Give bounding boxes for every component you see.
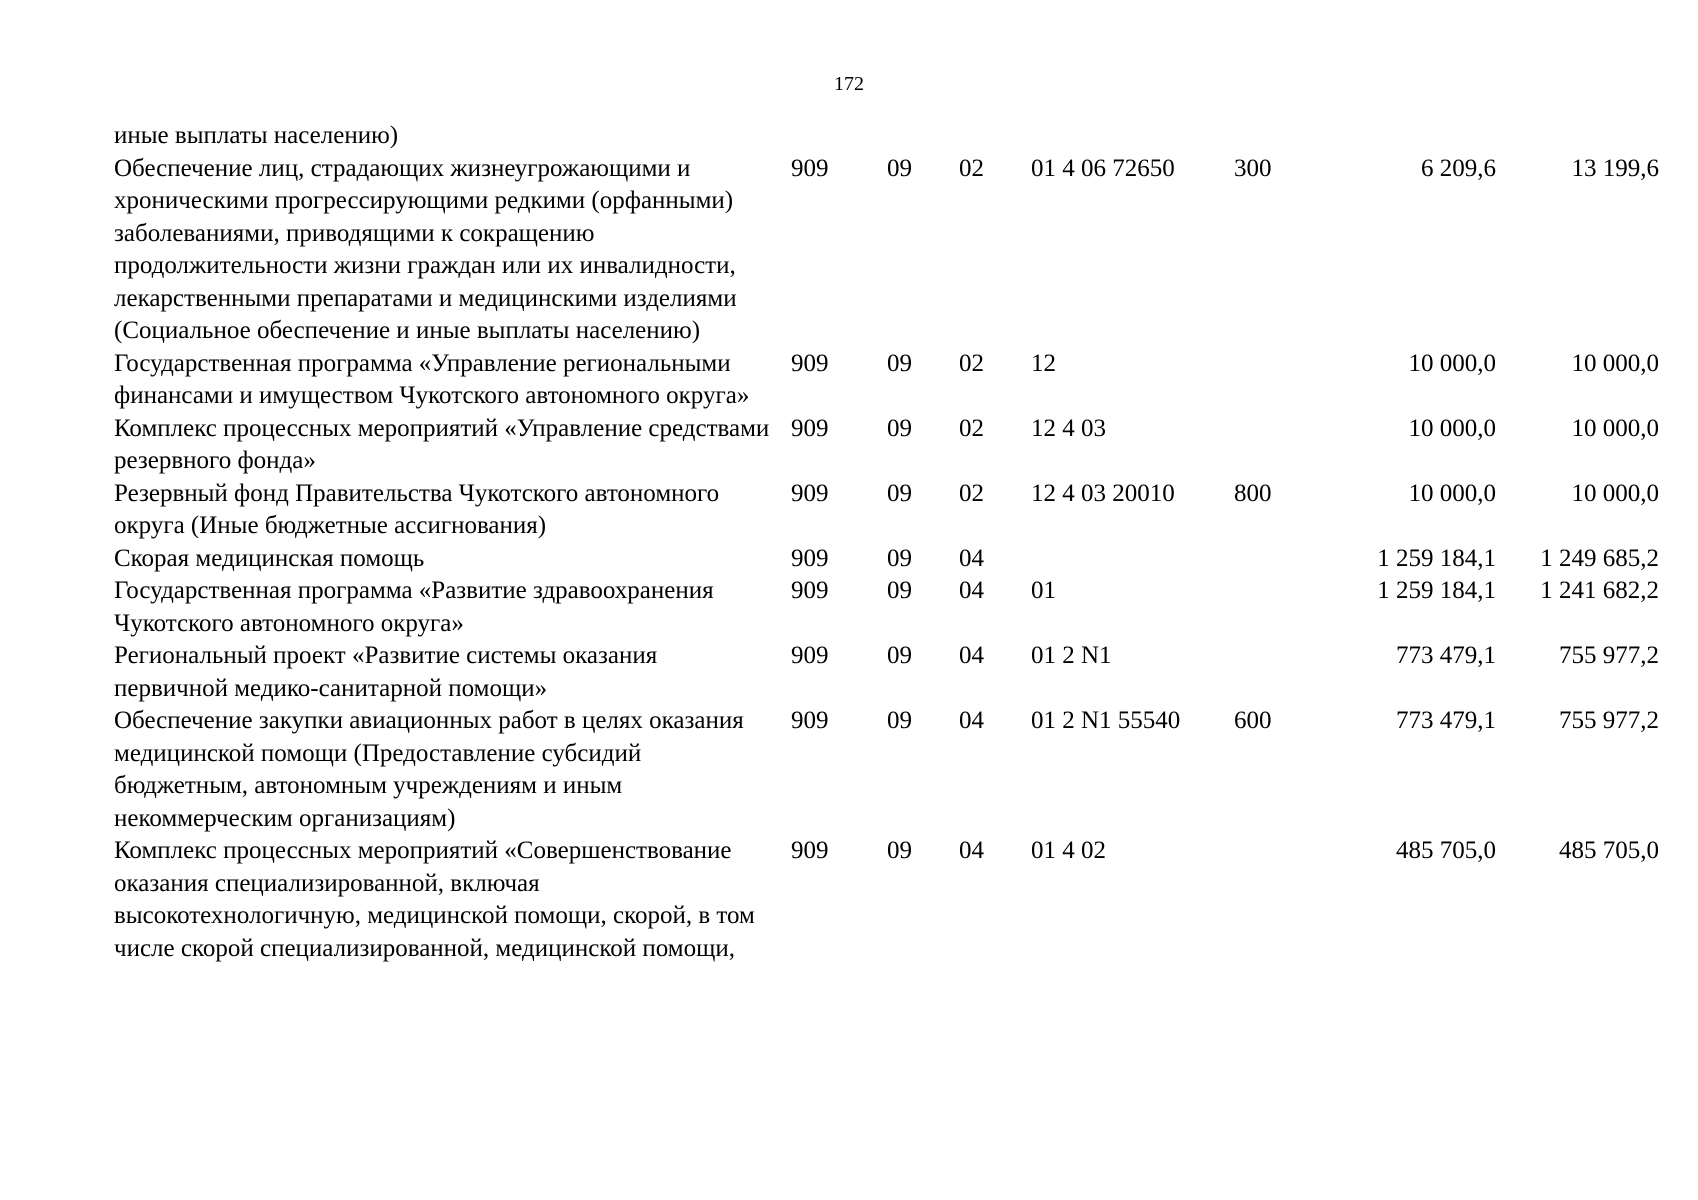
table-row	[114, 705, 1659, 835]
table-row	[114, 543, 1659, 576]
row-amount-year1: 10 000,0	[1408, 414, 1496, 442]
row-expense-type	[1234, 575, 1334, 640]
row-target-article	[1031, 543, 1234, 576]
row-subsection-code: 04	[959, 577, 984, 604]
row-amount-year2: 10 000,0	[1571, 349, 1659, 377]
row-grbs-code: 909	[791, 414, 829, 442]
row-amount-year2	[1496, 120, 1659, 153]
row-target-article: 01 4 02	[1031, 837, 1106, 864]
row-section-code: 09	[887, 544, 912, 572]
table-row	[114, 478, 1659, 543]
row-section-code: 09	[887, 479, 912, 507]
row-target-article	[1031, 120, 1234, 153]
table-row	[114, 640, 1659, 705]
row-amount-year1: 10 000,0	[1408, 479, 1496, 507]
row-amount-year2: 1 249 685,2	[1540, 544, 1659, 572]
row-expense-type	[1234, 413, 1334, 478]
row-target-article: 01	[1031, 577, 1056, 604]
row-section-code: 09	[887, 837, 912, 864]
row-amount-year2: 10 000,0	[1571, 414, 1659, 442]
table-row	[114, 348, 1659, 413]
row-amount-year2: 13 199,6	[1571, 154, 1659, 182]
row-grbs-code: 909	[791, 544, 829, 572]
row-name: Региональный проект «Развитие системы оказания первичной медико-санитарной помощи»	[114, 642, 658, 702]
row-grbs-code: 909	[791, 479, 829, 507]
row-grbs-code: 909	[791, 154, 829, 182]
row-name: иные выплаты населению)	[114, 122, 399, 149]
row-grbs-code	[791, 120, 887, 153]
row-grbs-code: 909	[791, 642, 829, 669]
row-amount-year1: 773 479,1	[1396, 642, 1496, 669]
row-amount-year1: 10 000,0	[1408, 349, 1496, 377]
row-expense-type	[1234, 835, 1334, 965]
row-expense-type	[1234, 640, 1334, 705]
row-section-code: 09	[887, 707, 912, 734]
row-target-article: 01 4 06 72650	[1031, 154, 1175, 182]
row-section-code: 09	[887, 642, 912, 669]
row-amount-year2: 10 000,0	[1571, 479, 1659, 507]
row-expense-type	[1234, 348, 1334, 413]
row-section-code: 09	[887, 414, 912, 442]
row-name: Государственная программа «Управление региональными финансами и имуществом Чукотского автономного округа»	[114, 349, 750, 409]
budget-table	[114, 120, 1659, 965]
budget-table-body	[114, 120, 1659, 965]
table-row	[114, 835, 1659, 965]
row-target-article: 12 4 03 20010	[1031, 479, 1175, 507]
row-section-code: 09	[887, 154, 912, 182]
row-amount-year1: 485 705,0	[1396, 837, 1496, 864]
row-name: Резервный фонд Правительства Чукотского автономного округа (Иные бюджетные ассигнования)	[114, 479, 720, 539]
row-expense-type	[1234, 543, 1334, 576]
row-name: Скорая медицинская помощь	[114, 544, 425, 572]
row-grbs-code: 909	[791, 837, 829, 864]
row-section-code	[887, 120, 959, 153]
row-section-code: 09	[887, 577, 912, 604]
page-number: 172	[834, 73, 864, 95]
row-target-article: 12	[1031, 349, 1056, 377]
row-amount-year2: 1 241 682,2	[1540, 577, 1659, 604]
row-subsection-code: 04	[959, 707, 984, 734]
table-row	[114, 120, 1659, 153]
row-name: Обеспечение закупки авиационных работ в целях оказания медицинской помощи (Предоставление субсидий бюджетным, автономным учреждениям и иным некоммерческим организациям)	[114, 707, 744, 832]
row-target-article: 01 2 N1	[1031, 642, 1112, 669]
row-subsection-code: 04	[959, 837, 984, 864]
row-name: Комплекс процессных мероприятий «Управление средствами резервного фонда»	[114, 414, 770, 474]
row-grbs-code: 909	[791, 349, 829, 377]
row-subsection-code: 04	[959, 544, 984, 572]
row-grbs-code: 909	[791, 577, 829, 604]
row-amount-year2: 755 977,2	[1559, 642, 1659, 669]
row-name: Комплекс процессных мероприятий «Совершенствование оказания специализированной, включая высокотехнологичную, медицинской помощи, скорой, в том числе скорой специализированной, медицинской помощи,	[114, 837, 755, 962]
row-amount-year1: 1 259 184,1	[1377, 577, 1496, 604]
table-row	[114, 575, 1659, 640]
row-section-code: 09	[887, 349, 912, 377]
row-amount-year1: 773 479,1	[1396, 707, 1496, 734]
row-subsection-code: 02	[959, 349, 984, 377]
row-amount-year1	[1334, 120, 1496, 153]
row-subsection-code: 02	[959, 479, 984, 507]
row-amount-year1: 1 259 184,1	[1377, 544, 1496, 572]
row-subsection-code: 02	[959, 154, 984, 182]
row-amount-year1: 6 209,6	[1421, 154, 1496, 182]
row-expense-type: 600	[1234, 707, 1272, 734]
row-amount-year2: 485 705,0	[1559, 837, 1659, 864]
row-target-article: 01 2 N1 55540	[1031, 707, 1181, 734]
row-subsection-code: 04	[959, 642, 984, 669]
table-row	[114, 413, 1659, 478]
row-name: Обеспечение лиц, страдающих жизнеугрожающими и хроническими прогрессирующими редкими (орфанными) заболеваниями, приводящими к сокращению продолжительности жизни граждан или их инвалидности, лекарственными препаратами и медицинскими изделиями (Социальное обеспечение и иные выплаты населению)	[114, 154, 737, 344]
row-target-article: 12 4 03	[1031, 414, 1106, 442]
row-expense-type	[1234, 120, 1334, 153]
row-expense-type: 300	[1234, 154, 1272, 182]
row-amount-year2: 755 977,2	[1559, 707, 1659, 734]
row-subsection-code: 02	[959, 414, 984, 442]
row-expense-type: 800	[1234, 479, 1272, 507]
table-row	[114, 153, 1659, 348]
row-grbs-code: 909	[791, 707, 829, 734]
row-subsection-code	[959, 120, 1031, 153]
row-name: Государственная программа «Развитие здравоохранения Чукотского автономного округа»	[114, 577, 714, 637]
